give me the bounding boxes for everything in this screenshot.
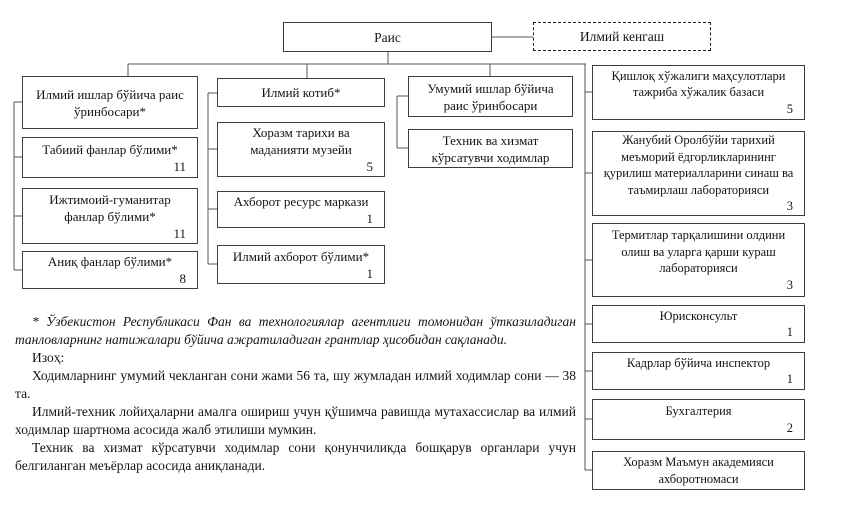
org-box-staff-count: 11 bbox=[173, 158, 186, 174]
org-box-label: Техник ва хизмат кўрсатувчи ходимлар bbox=[431, 132, 550, 165]
org-box-academy-bulletin bbox=[592, 451, 805, 490]
org-box-label: Қишлоқ хўжалиги маҳсулотлари тажриба хўжалик базаси bbox=[611, 68, 786, 100]
org-box-staff-count: 11 bbox=[173, 225, 186, 241]
org-box-technical-staff bbox=[408, 129, 573, 168]
org-box-staff-count: 1 bbox=[366, 210, 373, 226]
org-box-staff-count: 8 bbox=[179, 271, 186, 286]
org-box-label: Илмий кенгаш bbox=[579, 29, 665, 44]
org-box-natural-sciences-dept bbox=[22, 137, 198, 178]
org-box-agriculture-base bbox=[592, 65, 805, 120]
note-staff-limit: Ходимларнинг умумий чекланган сони жами 56 та, шу жумладан илмий ходимлар сони — 38 та. bbox=[15, 368, 576, 401]
org-box-label: Ижтимоий-гуманитар фанлар бўлими* bbox=[49, 191, 171, 224]
note-contract-staff: Илмий-техник лойиҳаларни амалга ошириш учун қўшимча равишда мутахассислар ва илмий ходимлар шартнома асосида жалб этилиши мумкин. bbox=[15, 404, 576, 437]
org-box-materials-testing-lab bbox=[592, 131, 805, 216]
notes-block bbox=[15, 313, 576, 475]
org-box-termite-control-lab bbox=[592, 223, 805, 297]
grant-footnote: * Ўзбекистон Республикаси Фан ва технологиялар агентлиги томонидан ўтказиладиган танловларнинг натижалари бўйича ажратиладиган грантлар ҳисобидан сақланади. bbox=[15, 314, 576, 347]
org-box-label: Хоразм Маъмун академияси ахборотномаси bbox=[623, 455, 774, 486]
org-box-staff-count: 1 bbox=[786, 372, 793, 386]
org-box-staff-count: 5 bbox=[786, 101, 793, 116]
org-box-info-resource-center bbox=[217, 191, 385, 228]
org-box-label: Термитлар тарқалишини олдини олиш ва уларга қарши кураш лабораторияси bbox=[611, 228, 786, 275]
org-box-label: Табиий фанлар бўлими* bbox=[42, 141, 178, 157]
org-box-label: Аниқ фанлар бўлими* bbox=[47, 254, 173, 269]
org-box-scientific-council bbox=[533, 22, 711, 51]
org-box-deputy-general bbox=[408, 76, 573, 117]
org-box-legal-counsel bbox=[592, 305, 805, 343]
org-box-label: Кадрлар бўйича инспектор bbox=[626, 355, 771, 370]
org-box-label: Илмий котиб* bbox=[261, 85, 341, 100]
org-box-label: Юрисконсульт bbox=[659, 308, 738, 323]
org-box-scientific-info-dept bbox=[217, 245, 385, 284]
org-box-staff-count: 3 bbox=[786, 199, 793, 214]
org-box-label: Илмий ишлар бўйича раис ўринбосари* bbox=[36, 86, 184, 119]
org-box-staff-count: 1 bbox=[366, 265, 373, 281]
org-box-staff-count: 3 bbox=[786, 277, 793, 292]
org-box-khorezm-museum bbox=[217, 122, 385, 177]
org-box-staff-count: 5 bbox=[366, 159, 373, 174]
org-box-scientific-secretary bbox=[217, 78, 385, 107]
org-box-staff-count: 2 bbox=[786, 420, 793, 435]
org-box-chairman bbox=[283, 22, 492, 52]
org-box-deputy-science bbox=[22, 76, 198, 129]
org-box-staff-count: 1 bbox=[786, 325, 793, 339]
org-box-social-humanities-dept bbox=[22, 188, 198, 244]
org-box-hr-inspector bbox=[592, 352, 805, 390]
org-box-exact-sciences-dept bbox=[22, 251, 198, 289]
org-box-accounting bbox=[592, 399, 805, 440]
org-box-label: Бухгалтерия bbox=[665, 404, 732, 418]
org-box-label: Умумий ишлар бўйича раис ўринбосари bbox=[427, 80, 554, 113]
org-box-label: Илмий ахборот бўлими* bbox=[232, 248, 370, 264]
org-box-label: Хоразм тарихи ва маданияти музейи bbox=[250, 125, 352, 157]
remark-label: Изоҳ: bbox=[32, 350, 65, 365]
note-technical-norms: Техник ва хизмат кўрсатувчи ходимлар сони қонунчиликда бошқарув органлари учун белгиланган меъёрлар асосида аниқланади. bbox=[15, 440, 576, 473]
org-box-label: Ахборот ресурс маркази bbox=[233, 193, 369, 209]
org-box-label: Раис bbox=[374, 29, 401, 45]
org-box-label: Жанубий Оролбўйи тарихий меъморий ёдгорликларининг қурилиш материалларини синаш ва таъмирлаш лабораторияси bbox=[603, 133, 794, 197]
